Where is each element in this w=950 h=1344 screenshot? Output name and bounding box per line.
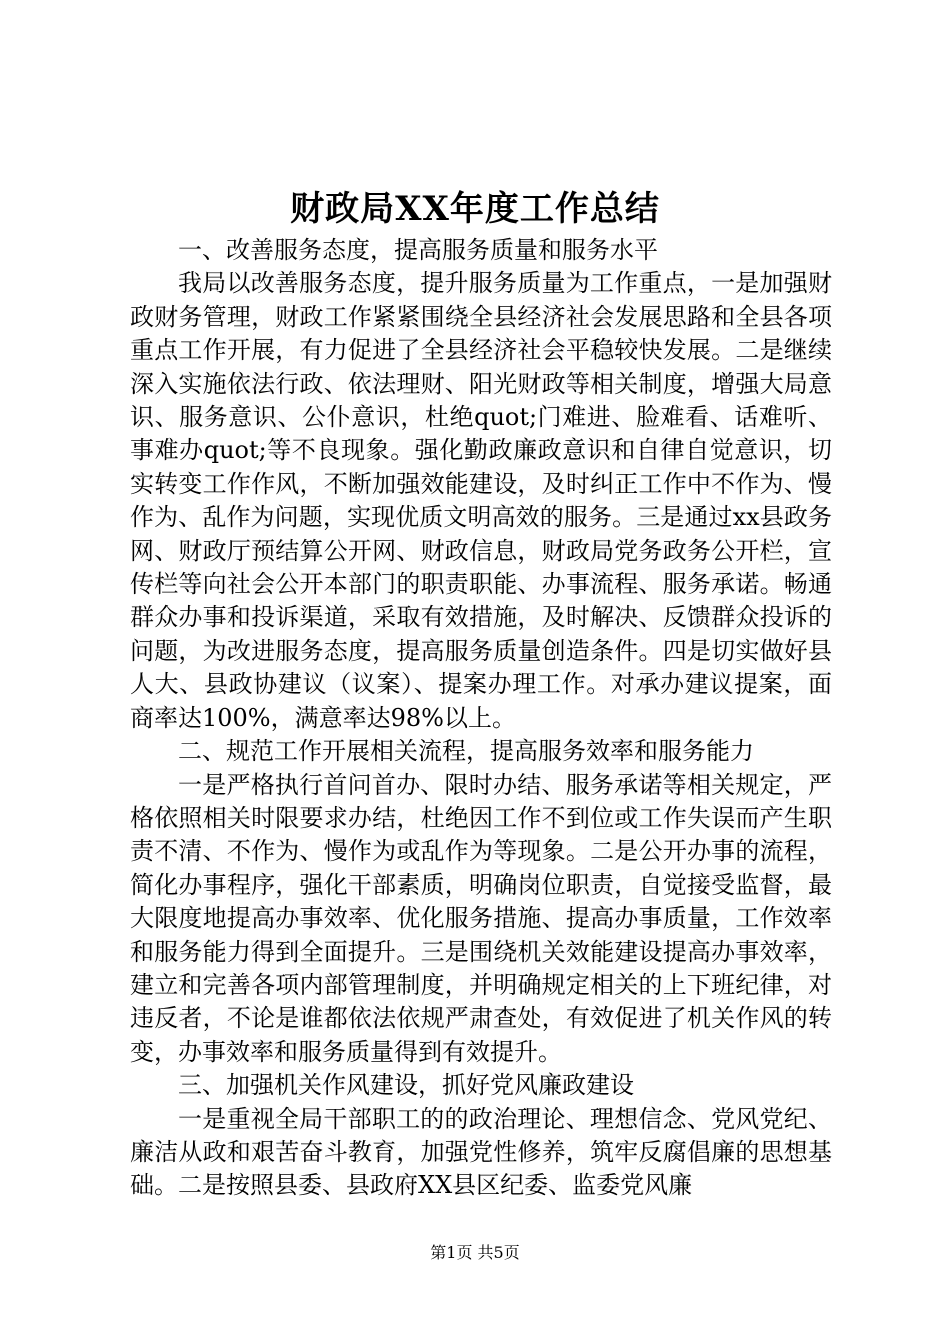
section-heading-3: 三、加强机关作风建设，抓好党风廉政建设 — [178, 1071, 634, 1100]
paragraph-2: 一是严格执行首问首办、限时办结、服务承诺等相关规定，严格依照相关时限要求办结，杜绝因工作不到位或工作失误而产生职责不清、不作为、慢作为或乱作为等现象。二是公开办事的流程，简化办事程序，强化干部素质，明确岗位职责，自觉接受监督，最大限度地提高办事效率、优化服务措施、提高办事质量，工作效率和服务能力得到全面提升。三是围绕机关效能建设提高办事效率，建立和完善各项内部管理制度，并明确规定相关的上下班纪律，对违反者，不论是谁都依法依规严肃查处，有效促进了机关作风的转变，办事效率和服务质量得到有效提升。 — [130, 770, 832, 1066]
page-number-footer: 第1页 共5页 — [430, 1243, 520, 1262]
paragraph-3: 一是重视全局干部职工的的政治理论、理想信念、党风党纪、廉洁从政和艰苦奋斗教育，加强党性修养，筑牢反腐倡廉的思想基础。二是按照县委、县政府XX县区纪委、监委党风廉 — [130, 1104, 832, 1200]
section-heading-1: 一、改善服务态度，提高服务质量和服务水平 — [178, 236, 658, 264]
paragraph-1: 我局以改善服务态度，提升服务质量为工作重点，一是加强财政财务管理，财政工作紧紧围绕全县经济社会发展思路和全县各项重点工作开展，有力促进了全县经济社会平稳较快发展。二是继续深入实施依法行政、依法理财、阳光财政等相关制度，增强大局意识、服务意识、公仆意识，杜绝quot;门难进、脸难看、话难听、事难办quot;等不良现象。强化勤政廉政意识和自律自觉意识，切实转变工作作风，不断加强效能建设，及时纠正工作中不作为、慢作为、乱作为问题，实现优质文明高效的服务。三是通过xx县政务网、财政厅预结算公开网、财政信息，财政局党务政务公开栏，宣传栏等向社会公开本部门的职责职能、办事流程、服务承诺。畅通群众办事和投诉渠道，采取有效措施，及时解决、反馈群众投诉的问题，为改进服务态度，提高服务质量创造条件。四是切实做好县人大、县政协建议（议案）、提案办理工作。对承办建议提案，面商率达100%，满意率达98%以上。 — [130, 269, 832, 732]
document-body — [130, 234, 832, 1203]
document-title: 财政局XX年度工作总结 — [290, 189, 660, 229]
section-heading-2: 二、规范工作开展相关流程，提高服务效率和服务能力 — [178, 737, 754, 766]
